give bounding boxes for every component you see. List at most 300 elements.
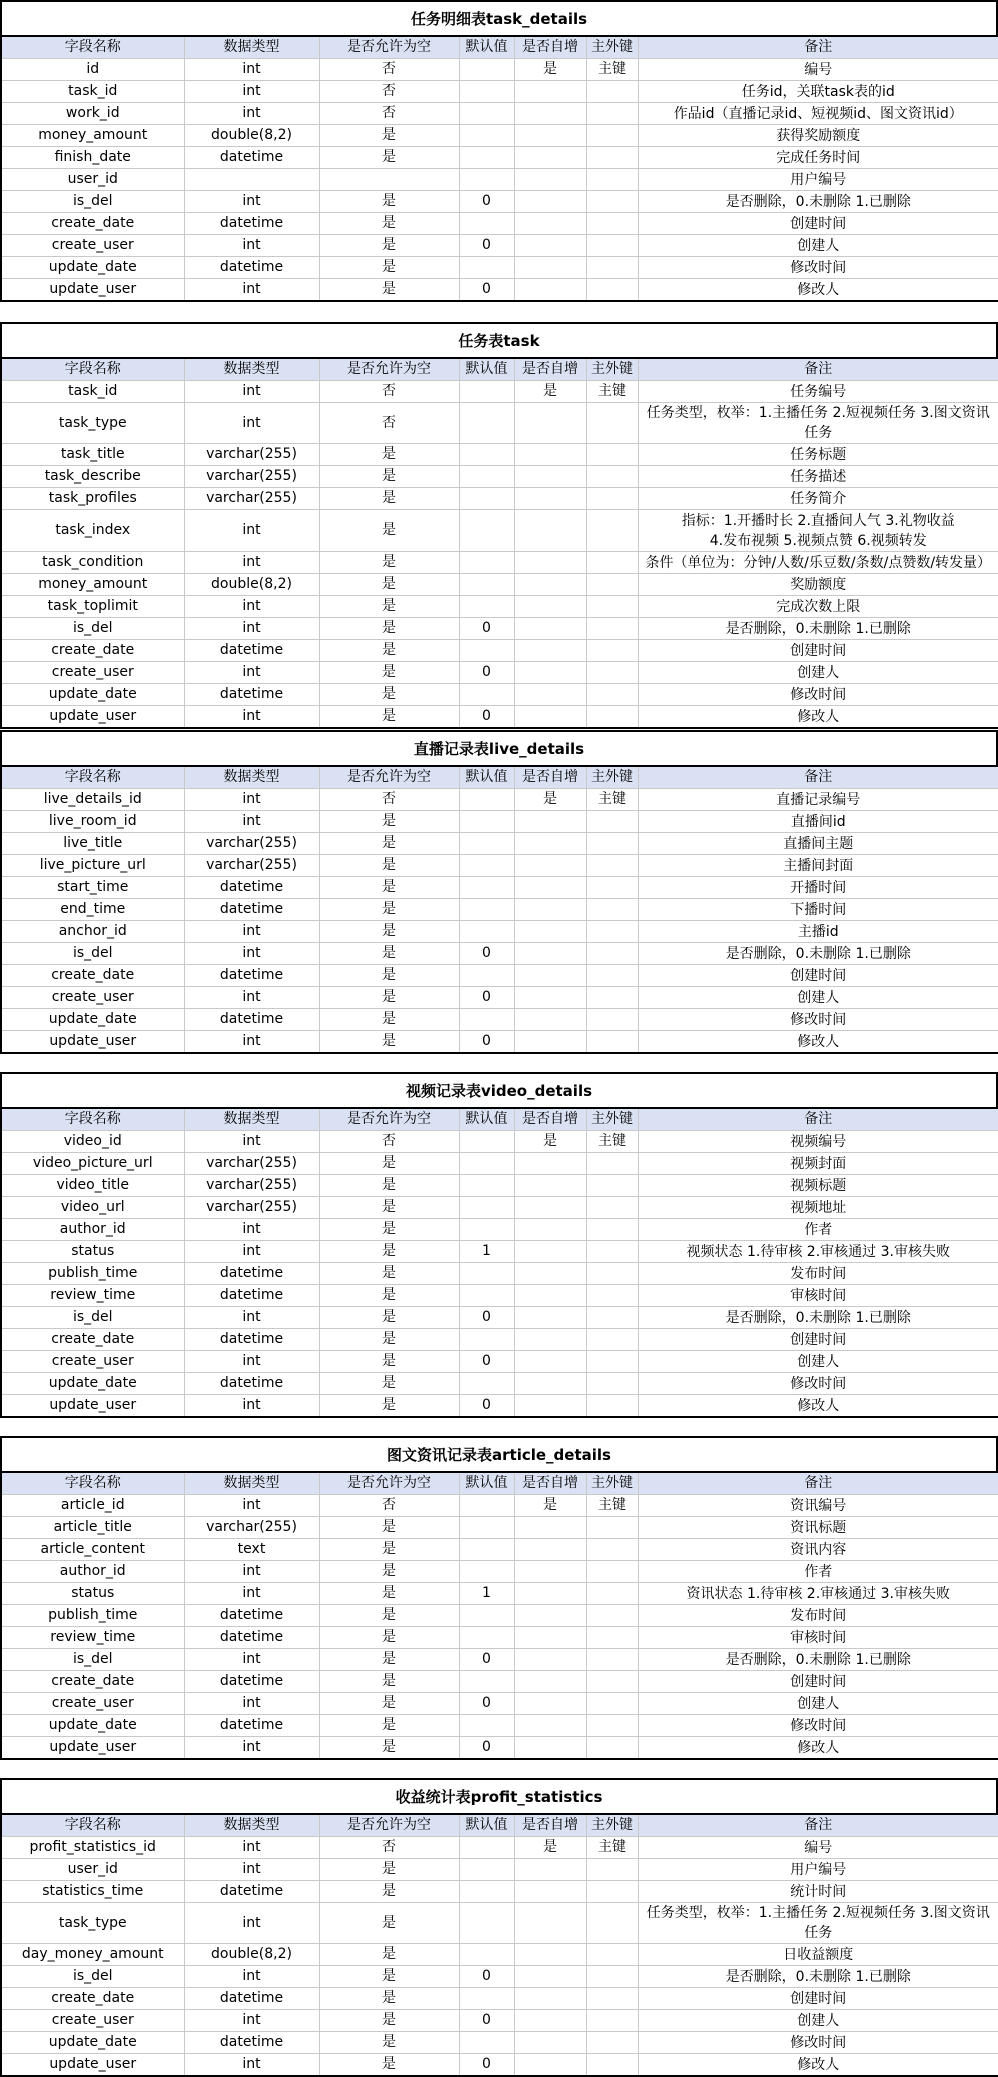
table-cell[interactable]: task_condition <box>1 552 184 574</box>
table-cell[interactable]: 是 <box>319 1219 459 1241</box>
table-cell[interactable]: profit_statistics_id <box>1 1837 184 1859</box>
table-cell[interactable]: 直播间主题 <box>638 833 998 855</box>
table-cell[interactable]: int <box>184 1649 319 1671</box>
table-cell[interactable]: create_user <box>1 235 184 257</box>
table-cell[interactable]: update_user <box>1 279 184 302</box>
table-cell[interactable]: 是 <box>319 618 459 640</box>
table-cell[interactable] <box>586 1605 638 1627</box>
table-cell[interactable]: task_type <box>1 1903 184 1944</box>
table-cell[interactable] <box>514 103 586 125</box>
table-cell[interactable]: publish_time <box>1 1605 184 1627</box>
table-cell[interactable]: create_user <box>1 662 184 684</box>
table-cell[interactable]: start_time <box>1 877 184 899</box>
table-cell[interactable]: task_index <box>1 510 184 552</box>
table-cell[interactable]: int <box>184 235 319 257</box>
table-cell[interactable]: 修改时间 <box>638 1715 998 1737</box>
column-header-cell[interactable]: 字段名称 <box>1 1108 184 1131</box>
table-cell[interactable] <box>514 877 586 899</box>
table-cell[interactable]: int <box>184 1495 319 1517</box>
table-cell[interactable]: 是 <box>319 1329 459 1351</box>
table-cell[interactable] <box>586 2032 638 2054</box>
table-cell[interactable]: 是 <box>319 921 459 943</box>
table-cell[interactable] <box>514 466 586 488</box>
table-cell[interactable]: 视频状态 1.待审核 2.审核通过 3.审核失败 <box>638 1241 998 1263</box>
table-cell[interactable] <box>586 618 638 640</box>
column-header-cell[interactable]: 默认值 <box>459 1108 514 1131</box>
table-cell[interactable] <box>514 1175 586 1197</box>
table-cell[interactable]: day_money_amount <box>1 1944 184 1966</box>
table-cell[interactable]: user_id <box>1 169 184 191</box>
table-cell[interactable] <box>586 169 638 191</box>
table-cell[interactable]: 是 <box>319 640 459 662</box>
table-cell[interactable]: 1 <box>459 1583 514 1605</box>
table-cell[interactable]: 是 <box>319 1285 459 1307</box>
table-cell[interactable] <box>459 1153 514 1175</box>
table-cell[interactable]: 日收益额度 <box>638 1944 998 1966</box>
table-cell[interactable] <box>459 965 514 987</box>
table-cell[interactable]: 是 <box>319 1517 459 1539</box>
table-cell[interactable] <box>586 640 638 662</box>
table-cell[interactable]: create_user <box>1 987 184 1009</box>
table-cell[interactable] <box>586 1627 638 1649</box>
table-cell[interactable]: live_details_id <box>1 789 184 811</box>
table-cell[interactable] <box>459 684 514 706</box>
table-cell[interactable]: 创建人 <box>638 2010 998 2032</box>
table-cell[interactable] <box>514 1715 586 1737</box>
table-cell[interactable] <box>514 2054 586 2077</box>
table-cell[interactable]: update_date <box>1 1009 184 1031</box>
table-cell[interactable]: 否 <box>319 81 459 103</box>
table-cell[interactable]: 是 <box>514 59 586 81</box>
table-cell[interactable]: 编号 <box>638 59 998 81</box>
table-cell[interactable]: 是 <box>319 574 459 596</box>
table-cell[interactable] <box>514 833 586 855</box>
column-header-cell[interactable]: 数据类型 <box>184 358 319 381</box>
table-cell[interactable] <box>586 1966 638 1988</box>
table-cell[interactable]: datetime <box>184 684 319 706</box>
table-cell[interactable]: 完成任务时间 <box>638 147 998 169</box>
table-cell[interactable]: 修改人 <box>638 1395 998 1418</box>
table-cell[interactable] <box>586 1241 638 1263</box>
table-cell[interactable] <box>586 1671 638 1693</box>
table-cell[interactable]: 是 <box>319 1539 459 1561</box>
table-cell[interactable] <box>586 257 638 279</box>
table-cell[interactable]: 主键 <box>586 789 638 811</box>
table-cell[interactable]: varchar(255) <box>184 444 319 466</box>
column-header-cell[interactable]: 数据类型 <box>184 1814 319 1837</box>
table-cell[interactable]: 0 <box>459 1737 514 1760</box>
table-cell[interactable]: 是 <box>319 1561 459 1583</box>
table-cell[interactable]: 是 <box>319 1153 459 1175</box>
table-cell[interactable] <box>586 1373 638 1395</box>
column-header-cell[interactable]: 数据类型 <box>184 1108 319 1131</box>
table-cell[interactable]: 0 <box>459 1395 514 1418</box>
table-cell[interactable]: 资讯状态 1.待审核 2.审核通过 3.审核失败 <box>638 1583 998 1605</box>
table-cell[interactable] <box>514 147 586 169</box>
table-cell[interactable]: 是否删除，0.未删除 1.已删除 <box>638 1649 998 1671</box>
table-cell[interactable] <box>514 662 586 684</box>
table-cell[interactable]: create_user <box>1 1693 184 1715</box>
table-cell[interactable] <box>459 1373 514 1395</box>
table-cell[interactable]: create_user <box>1 2010 184 2032</box>
table-cell[interactable] <box>514 444 586 466</box>
table-cell[interactable]: 是 <box>319 987 459 1009</box>
table-cell[interactable] <box>514 1197 586 1219</box>
table-cell[interactable]: 获得奖励额度 <box>638 125 998 147</box>
column-header-cell[interactable]: 主外键 <box>586 358 638 381</box>
table-cell[interactable]: 创建时间 <box>638 1988 998 2010</box>
table-cell[interactable]: int <box>184 103 319 125</box>
table-cell[interactable] <box>586 488 638 510</box>
table-cell[interactable]: 是否删除，0.未删除 1.已删除 <box>638 943 998 965</box>
table-cell[interactable] <box>459 552 514 574</box>
table-cell[interactable]: 直播记录编号 <box>638 789 998 811</box>
table-cell[interactable] <box>459 59 514 81</box>
table-cell[interactable] <box>514 1737 586 1760</box>
table-cell[interactable]: update_date <box>1 1715 184 1737</box>
table-cell[interactable] <box>459 103 514 125</box>
table-cell[interactable] <box>586 2054 638 2077</box>
table-cell[interactable]: 审核时间 <box>638 1285 998 1307</box>
table-cell[interactable]: create_date <box>1 1329 184 1351</box>
table-cell[interactable]: update_date <box>1 1373 184 1395</box>
table-cell[interactable]: article_title <box>1 1517 184 1539</box>
table-cell[interactable]: 0 <box>459 662 514 684</box>
table-cell[interactable]: varchar(255) <box>184 488 319 510</box>
table-cell[interactable]: anchor_id <box>1 921 184 943</box>
column-header-cell[interactable]: 是否自增 <box>514 1472 586 1495</box>
table-cell[interactable]: 0 <box>459 1351 514 1373</box>
table-cell[interactable]: int <box>184 811 319 833</box>
table-cell[interactable]: 是 <box>319 1605 459 1627</box>
column-header-cell[interactable]: 备注 <box>638 358 998 381</box>
table-cell[interactable]: 是 <box>319 855 459 877</box>
table-cell[interactable]: 主键 <box>586 381 638 403</box>
table-cell[interactable] <box>514 987 586 1009</box>
table-cell[interactable]: 是 <box>319 1351 459 1373</box>
table-cell[interactable]: create_date <box>1 213 184 235</box>
table-cell[interactable]: 是 <box>319 279 459 302</box>
table-cell[interactable]: 主键 <box>586 59 638 81</box>
table-cell[interactable]: article_content <box>1 1539 184 1561</box>
table-cell[interactable]: 任务标题 <box>638 444 998 466</box>
table-cell[interactable] <box>459 899 514 921</box>
table-cell[interactable]: 是 <box>319 899 459 921</box>
table-cell[interactable] <box>459 1671 514 1693</box>
table-cell[interactable] <box>586 943 638 965</box>
table-cell[interactable]: task_id <box>1 81 184 103</box>
table-cell[interactable] <box>586 596 638 618</box>
table-cell[interactable] <box>586 552 638 574</box>
table-cell[interactable]: video_url <box>1 1197 184 1219</box>
table-cell[interactable]: 是 <box>319 1263 459 1285</box>
column-header-cell[interactable]: 备注 <box>638 1814 998 1837</box>
table-cell[interactable] <box>459 213 514 235</box>
column-header-cell[interactable]: 数据类型 <box>184 766 319 789</box>
table-cell[interactable]: 0 <box>459 2010 514 2032</box>
table-cell[interactable]: 是 <box>319 1395 459 1418</box>
table-cell[interactable] <box>514 618 586 640</box>
table-cell[interactable]: 0 <box>459 191 514 213</box>
table-cell[interactable]: publish_time <box>1 1263 184 1285</box>
table-cell[interactable]: 直播间id <box>638 811 998 833</box>
table-cell[interactable]: review_time <box>1 1627 184 1649</box>
table-cell[interactable] <box>514 1031 586 1054</box>
column-header-cell[interactable]: 是否自增 <box>514 766 586 789</box>
table-cell[interactable]: 是 <box>319 510 459 552</box>
table-cell[interactable]: 主播id <box>638 921 998 943</box>
table-cell[interactable] <box>514 899 586 921</box>
table-cell[interactable] <box>514 1859 586 1881</box>
table-cell[interactable] <box>459 169 514 191</box>
table-cell[interactable]: video_picture_url <box>1 1153 184 1175</box>
table-cell[interactable]: update_date <box>1 2032 184 2054</box>
table-cell[interactable]: 修改人 <box>638 1031 998 1054</box>
table-cell[interactable]: 用户编号 <box>638 1859 998 1881</box>
table-cell[interactable]: int <box>184 59 319 81</box>
table-cell[interactable]: create_user <box>1 1351 184 1373</box>
table-cell[interactable]: 是 <box>319 125 459 147</box>
table-cell[interactable] <box>514 510 586 552</box>
table-cell[interactable] <box>514 684 586 706</box>
table-cell[interactable]: 是 <box>319 1693 459 1715</box>
table-cell[interactable]: 0 <box>459 618 514 640</box>
table-cell[interactable]: 视频编号 <box>638 1131 998 1153</box>
table-cell[interactable]: int <box>184 552 319 574</box>
table-cell[interactable] <box>459 596 514 618</box>
table-cell[interactable]: 0 <box>459 1031 514 1054</box>
table-cell[interactable]: 0 <box>459 1693 514 1715</box>
table-cell[interactable] <box>514 1627 586 1649</box>
table-cell[interactable] <box>514 2010 586 2032</box>
table-cell[interactable]: 是 <box>319 1197 459 1219</box>
table-cell[interactable]: create_date <box>1 640 184 662</box>
table-cell[interactable]: datetime <box>184 1715 319 1737</box>
table-cell[interactable] <box>586 965 638 987</box>
table-cell[interactable]: finish_date <box>1 147 184 169</box>
table-cell[interactable]: 发布时间 <box>638 1605 998 1627</box>
table-cell[interactable]: task_title <box>1 444 184 466</box>
table-cell[interactable] <box>586 662 638 684</box>
table-cell[interactable] <box>514 552 586 574</box>
table-cell[interactable] <box>514 257 586 279</box>
table-cell[interactable] <box>514 1693 586 1715</box>
table-cell[interactable]: 创建人 <box>638 1693 998 1715</box>
column-header-cell[interactable]: 默认值 <box>459 766 514 789</box>
column-header-cell[interactable]: 字段名称 <box>1 1472 184 1495</box>
table-cell[interactable]: varchar(255) <box>184 833 319 855</box>
table-cell[interactable]: live_room_id <box>1 811 184 833</box>
table-cell[interactable]: 统计时间 <box>638 1881 998 1903</box>
table-cell[interactable]: 修改人 <box>638 2054 998 2077</box>
table-cell[interactable]: 是 <box>319 833 459 855</box>
table-cell[interactable]: 视频标题 <box>638 1175 998 1197</box>
table-cell[interactable]: 是 <box>319 1009 459 1031</box>
table-cell[interactable] <box>514 1373 586 1395</box>
table-cell[interactable] <box>459 1859 514 1881</box>
table-cell[interactable] <box>514 1903 586 1944</box>
table-cell[interactable]: 是 <box>319 877 459 899</box>
table-cell[interactable]: double(8,2) <box>184 125 319 147</box>
table-cell[interactable]: 0 <box>459 706 514 729</box>
table-cell[interactable] <box>514 1881 586 1903</box>
table-cell[interactable]: 指标：1.开播时长 2.直播间人气 3.礼物收益 4.发布视频 5.视频点赞 6.视频转发 <box>638 510 998 552</box>
table-cell[interactable]: video_title <box>1 1175 184 1197</box>
table-cell[interactable]: datetime <box>184 213 319 235</box>
column-header-cell[interactable]: 备注 <box>638 1108 998 1131</box>
table-cell[interactable]: 修改时间 <box>638 1373 998 1395</box>
table-cell[interactable] <box>459 1988 514 2010</box>
table-cell[interactable]: live_picture_url <box>1 855 184 877</box>
table-cell[interactable]: 是 <box>319 1859 459 1881</box>
table-cell[interactable]: 是 <box>319 191 459 213</box>
table-cell[interactable] <box>459 1175 514 1197</box>
table-cell[interactable] <box>586 1031 638 1054</box>
table-cell[interactable]: is_del <box>1 618 184 640</box>
column-header-cell[interactable]: 是否允许为空 <box>319 1108 459 1131</box>
table-cell[interactable]: 否 <box>319 403 459 444</box>
table-cell[interactable]: datetime <box>184 877 319 899</box>
table-cell[interactable]: 编号 <box>638 1837 998 1859</box>
table-cell[interactable]: 条件（单位为：分钟/人数/乐豆数/条数/点赞数/转发量） <box>638 552 998 574</box>
table-cell[interactable] <box>184 169 319 191</box>
column-header-cell[interactable]: 字段名称 <box>1 358 184 381</box>
table-cell[interactable] <box>586 235 638 257</box>
table-cell[interactable]: work_id <box>1 103 184 125</box>
table-cell[interactable] <box>459 2032 514 2054</box>
table-cell[interactable] <box>586 1715 638 1737</box>
table-cell[interactable]: 任务描述 <box>638 466 998 488</box>
table-cell[interactable]: datetime <box>184 1627 319 1649</box>
table-cell[interactable] <box>586 1693 638 1715</box>
table-cell[interactable]: datetime <box>184 147 319 169</box>
table-cell[interactable]: statistics_time <box>1 1881 184 1903</box>
table-cell[interactable]: 否 <box>319 1837 459 1859</box>
table-cell[interactable]: 否 <box>319 789 459 811</box>
table-cell[interactable]: int <box>184 706 319 729</box>
column-header-cell[interactable]: 默认值 <box>459 1472 514 1495</box>
table-cell[interactable]: create_date <box>1 965 184 987</box>
table-cell[interactable] <box>586 1175 638 1197</box>
table-cell[interactable] <box>514 81 586 103</box>
table-cell[interactable] <box>514 125 586 147</box>
table-cell[interactable] <box>514 943 586 965</box>
table-cell[interactable]: 资讯标题 <box>638 1517 998 1539</box>
table-cell[interactable]: int <box>184 2054 319 2077</box>
table-cell[interactable] <box>459 403 514 444</box>
table-cell[interactable]: 0 <box>459 987 514 1009</box>
table-cell[interactable] <box>459 1197 514 1219</box>
table-cell[interactable]: task_profiles <box>1 488 184 510</box>
table-cell[interactable]: 是 <box>319 706 459 729</box>
table-cell[interactable]: 创建时间 <box>638 213 998 235</box>
table-cell[interactable] <box>459 1263 514 1285</box>
table-cell[interactable] <box>586 1859 638 1881</box>
table-cell[interactable] <box>586 899 638 921</box>
column-header-cell[interactable]: 主外键 <box>586 1472 638 1495</box>
table-cell[interactable]: int <box>184 1219 319 1241</box>
table-cell[interactable] <box>514 1988 586 2010</box>
table-cell[interactable]: 修改人 <box>638 279 998 302</box>
table-cell[interactable]: int <box>184 1966 319 1988</box>
table-cell[interactable] <box>514 1966 586 1988</box>
table-cell[interactable]: int <box>184 403 319 444</box>
table-cell[interactable]: datetime <box>184 1988 319 2010</box>
table-cell[interactable] <box>586 1329 638 1351</box>
table-cell[interactable] <box>586 81 638 103</box>
table-cell[interactable] <box>459 1517 514 1539</box>
table-cell[interactable]: 开播时间 <box>638 877 998 899</box>
table-cell[interactable]: is_del <box>1 1307 184 1329</box>
column-header-cell[interactable]: 是否自增 <box>514 36 586 59</box>
table-cell[interactable]: create_date <box>1 1671 184 1693</box>
table-cell[interactable] <box>459 574 514 596</box>
table-cell[interactable]: is_del <box>1 943 184 965</box>
table-cell[interactable]: 修改时间 <box>638 2032 998 2054</box>
table-cell[interactable]: user_id <box>1 1859 184 1881</box>
table-cell[interactable]: int <box>184 921 319 943</box>
table-cell[interactable]: 奖励额度 <box>638 574 998 596</box>
table-cell[interactable]: 任务类型，枚举：1.主播任务 2.短视频任务 3.图文资讯任务 <box>638 1903 998 1944</box>
table-cell[interactable] <box>459 1903 514 1944</box>
table-cell[interactable] <box>586 1539 638 1561</box>
table-cell[interactable] <box>514 1671 586 1693</box>
table-cell[interactable]: datetime <box>184 899 319 921</box>
table-cell[interactable]: 是 <box>319 1671 459 1693</box>
table-cell[interactable]: varchar(255) <box>184 855 319 877</box>
table-cell[interactable]: int <box>184 1859 319 1881</box>
table-cell[interactable] <box>514 1219 586 1241</box>
table-cell[interactable] <box>586 444 638 466</box>
column-header-cell[interactable]: 是否允许为空 <box>319 766 459 789</box>
table-cell[interactable] <box>586 1988 638 2010</box>
table-cell[interactable]: video_id <box>1 1131 184 1153</box>
table-cell[interactable]: 资讯编号 <box>638 1495 998 1517</box>
table-cell[interactable]: int <box>184 987 319 1009</box>
column-header-cell[interactable]: 是否自增 <box>514 1108 586 1131</box>
table-cell[interactable] <box>586 1219 638 1241</box>
table-cell[interactable] <box>586 1009 638 1031</box>
table-cell[interactable]: 否 <box>319 59 459 81</box>
table-cell[interactable]: 作者 <box>638 1219 998 1241</box>
table-cell[interactable] <box>459 125 514 147</box>
table-cell[interactable]: 0 <box>459 279 514 302</box>
table-cell[interactable]: datetime <box>184 1009 319 1031</box>
table-cell[interactable]: datetime <box>184 1671 319 1693</box>
table-cell[interactable] <box>459 444 514 466</box>
table-cell[interactable]: datetime <box>184 640 319 662</box>
table-cell[interactable]: 0 <box>459 1649 514 1671</box>
table-cell[interactable]: 任务简介 <box>638 488 998 510</box>
table-cell[interactable]: 主播间封面 <box>638 855 998 877</box>
table-cell[interactable]: 是 <box>319 1737 459 1760</box>
table-cell[interactable] <box>586 1583 638 1605</box>
table-cell[interactable] <box>514 811 586 833</box>
table-cell[interactable]: varchar(255) <box>184 1153 319 1175</box>
table-cell[interactable]: 创建时间 <box>638 1329 998 1351</box>
table-cell[interactable] <box>459 510 514 552</box>
table-cell[interactable] <box>459 640 514 662</box>
table-cell[interactable]: 创建人 <box>638 987 998 1009</box>
table-cell[interactable]: varchar(255) <box>184 1517 319 1539</box>
table-cell[interactable] <box>586 706 638 729</box>
column-header-cell[interactable]: 默认值 <box>459 1814 514 1837</box>
table-cell[interactable]: 0 <box>459 1966 514 1988</box>
table-cell[interactable]: varchar(255) <box>184 466 319 488</box>
table-cell[interactable] <box>586 103 638 125</box>
column-header-cell[interactable]: 默认值 <box>459 36 514 59</box>
table-cell[interactable] <box>459 147 514 169</box>
